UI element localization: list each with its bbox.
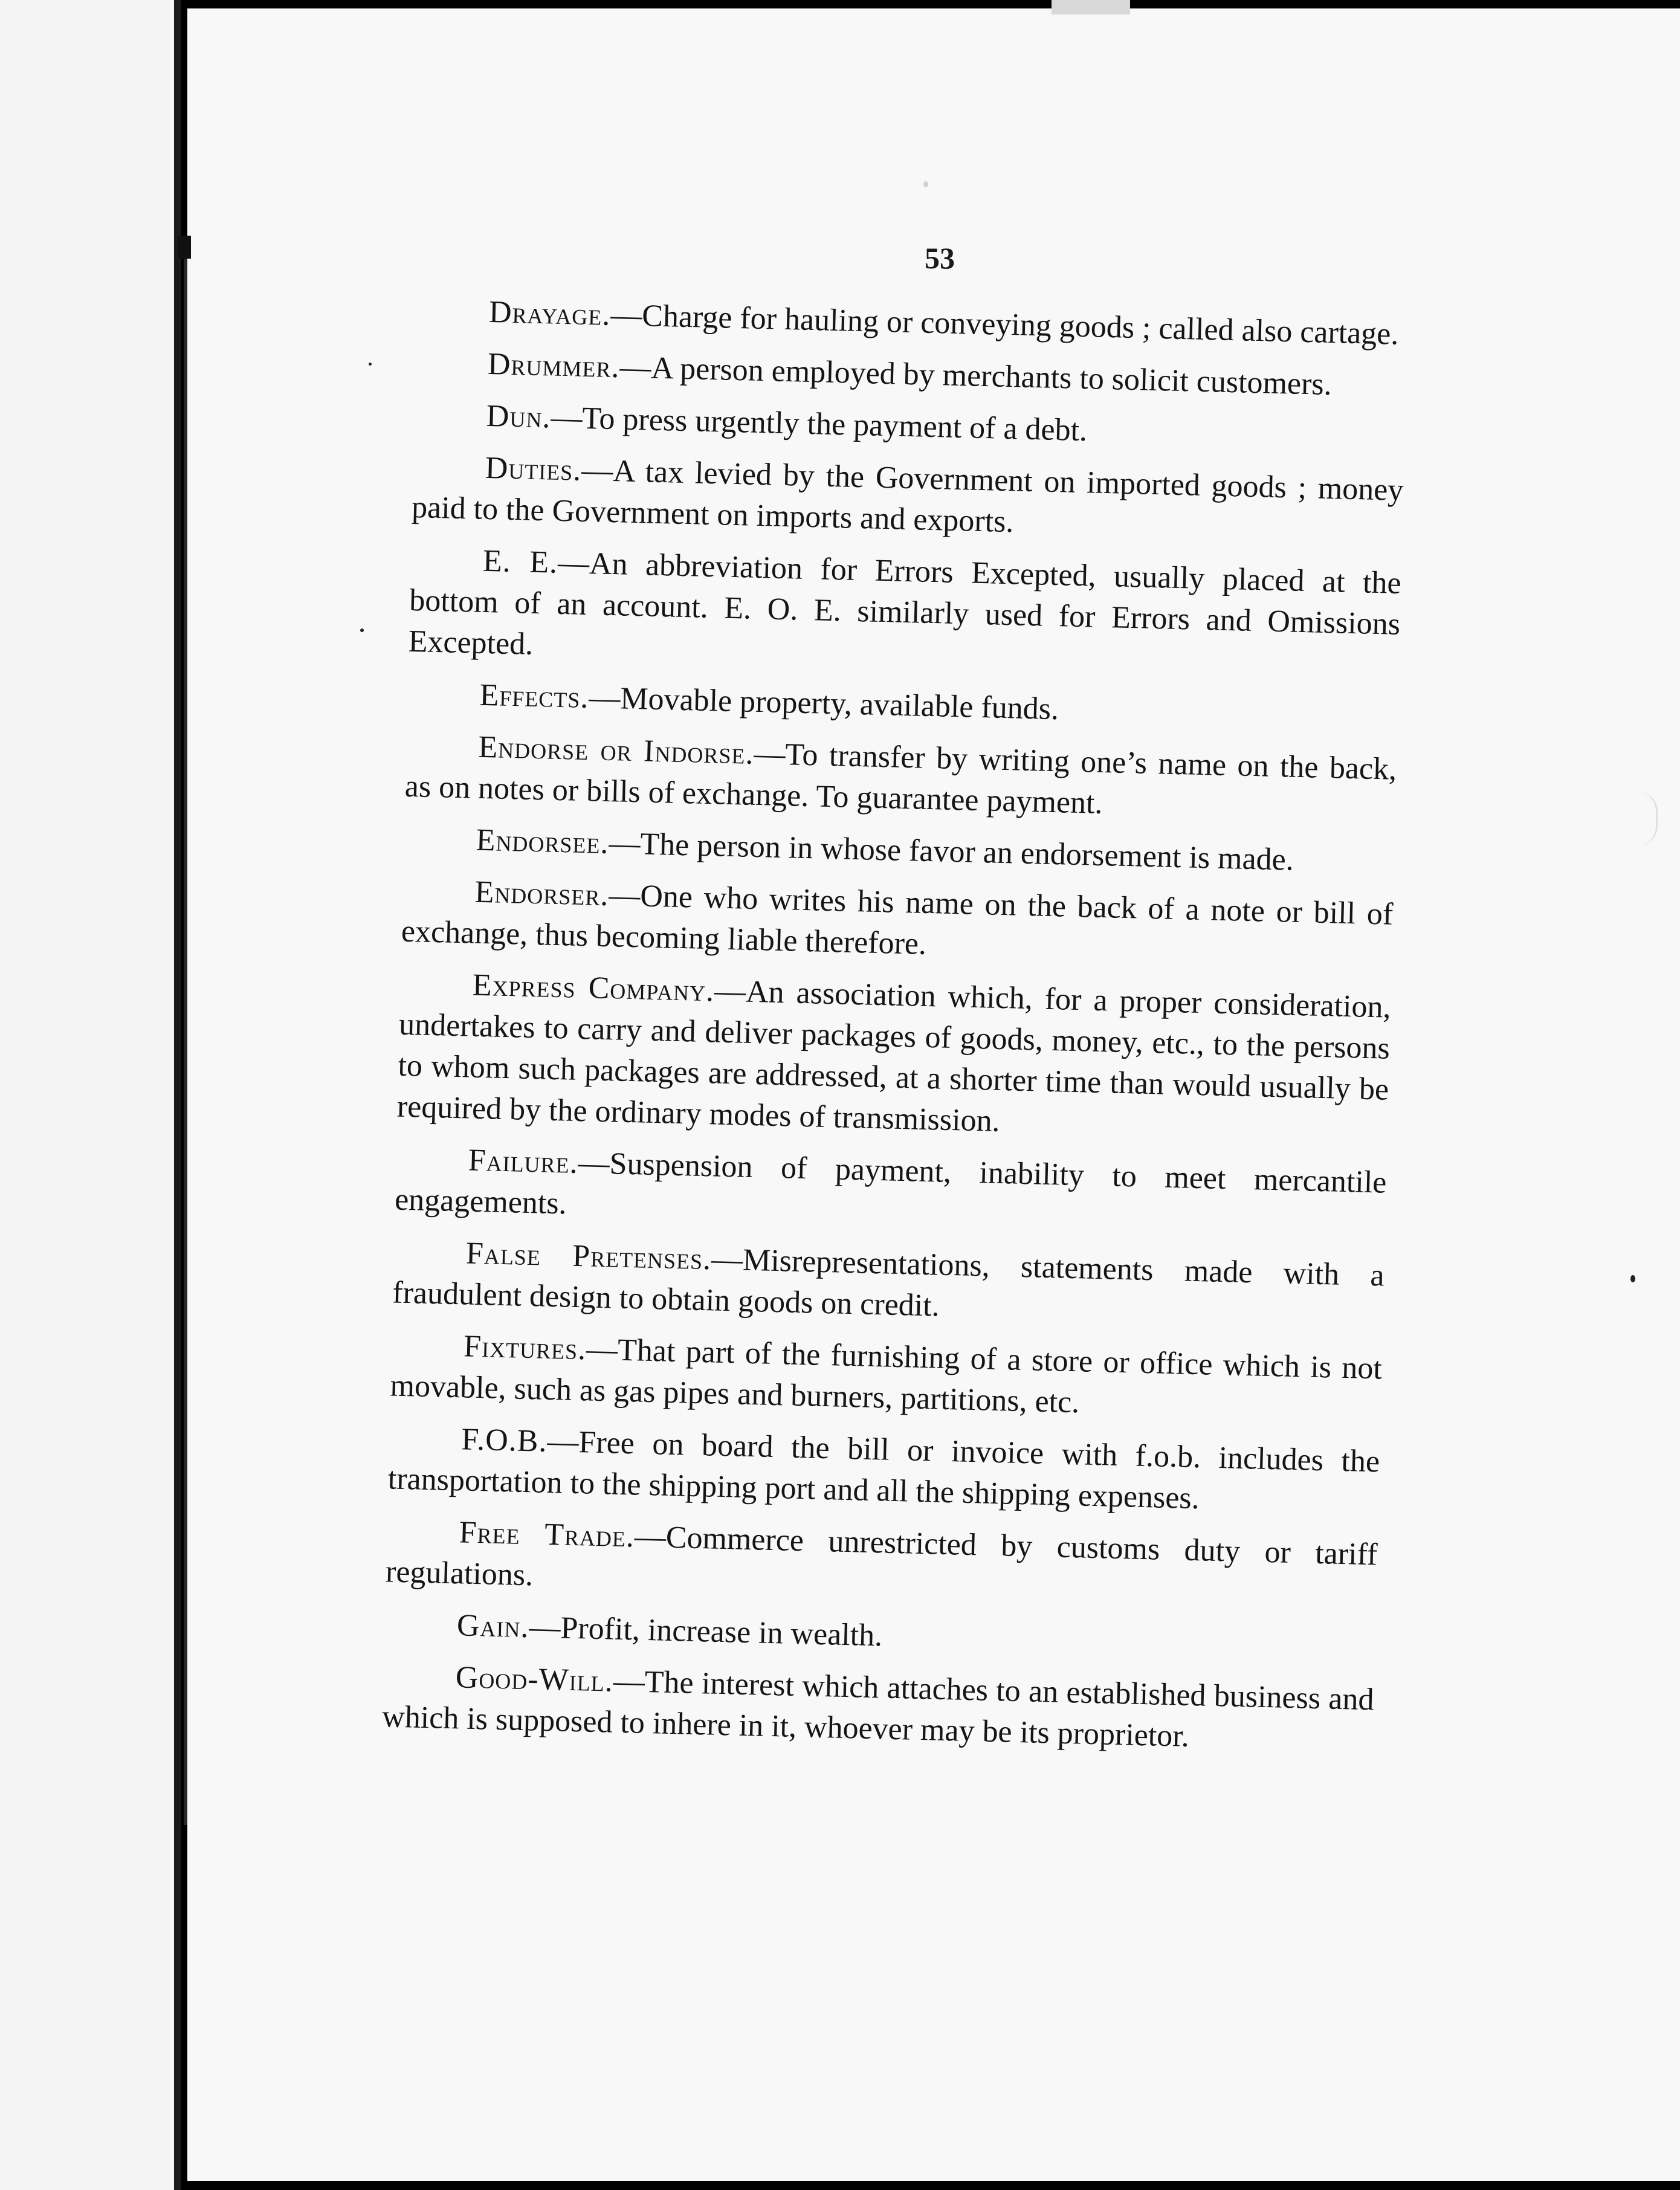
glossary-entry (408, 539, 1401, 686)
entry-definition: —Commerce unrestricted by customs duty or tariff regulations. (385, 1519, 1378, 1593)
glossary-entry (404, 725, 1397, 832)
entry-definition: —Movable property, available funds. (588, 680, 1059, 727)
entry-term: Good-Will. (455, 1660, 614, 1699)
entry-term: Drayage. (488, 294, 612, 332)
entry-definition: —The person in whose favor an endorsement is made. (608, 826, 1294, 877)
entry-term: Gain. (456, 1608, 530, 1645)
speck (923, 181, 928, 187)
entry-definition: —To press urgently the payment of a debt. (550, 400, 1088, 448)
entry-term: Duties. (485, 450, 583, 488)
entry-definition: —Misrepresentations, statements made with a fraudulent design to obtain goods on credit. (392, 1242, 1385, 1323)
entry-term: False Pretenses. (465, 1236, 712, 1277)
entry-term: Failure. (468, 1143, 579, 1180)
glossary-entry (385, 1510, 1378, 1617)
entry-term: Endorsee. (476, 822, 610, 861)
top-paper-strip (1052, 0, 1130, 15)
glossary-entry (401, 870, 1394, 977)
left-page-margin (0, 0, 175, 2190)
speck (1630, 1275, 1635, 1282)
glossary-text (381, 290, 1407, 1772)
spine-mark (178, 236, 191, 259)
entry-definition: —A tax levied by the Government on imported goods ; money paid to the Government on imports and exports. (411, 453, 1404, 540)
entry-definition: —Charge for hauling or conveying goods ; called also cartage. (610, 297, 1400, 352)
entry-term: Free Trade. (459, 1515, 635, 1554)
page-number: 53 (925, 241, 955, 275)
glossary-entry (396, 963, 1391, 1152)
entry-definition: —Profit, increase in wealth. (528, 1610, 883, 1653)
entry-definition: —A person employed by merchants to solicit customers. (619, 350, 1333, 402)
glossary-entry (394, 1139, 1387, 1245)
entry-term: E. E. (482, 543, 558, 580)
entry-term: Endorser. (474, 874, 610, 913)
entry-definition: —To transfer by writing one’s name on the back, as on notes or bills of exchange. To guarantee payment. (404, 736, 1397, 821)
entry-term: Fixtures. (463, 1329, 587, 1367)
entry-definition: —An abbreviation for Errors Excepted, usually placed at the bottom of an account. E. O. E. similarly used for Errors and Omissions Excepted. (408, 545, 1402, 662)
glossary-entry (411, 446, 1404, 552)
entry-definition: —That part of the furnishing of a store or office which is not movable, such as gas pipes and burners, partitions, etc. (389, 1332, 1383, 1420)
glossary-entry (381, 1655, 1374, 1762)
page-gutter (174, 0, 181, 2190)
entry-term: Effects. (479, 677, 590, 715)
entry-term: Drummer. (487, 346, 621, 385)
spine-line (184, 242, 187, 1825)
speck (369, 363, 372, 366)
entry-definition: —One who writes his name on the back of a note or bill of exchange, thus becoming liable therefore. (401, 878, 1394, 961)
entry-definition: —Suspension of payment, inability to meet mercantile engagements. (394, 1145, 1388, 1221)
glossary-entry (387, 1417, 1380, 1523)
speck (360, 628, 364, 632)
entry-term: Dun. (486, 398, 552, 435)
entry-term: Endorse or Indorse. (477, 729, 755, 771)
entry-definition: —An association which, for a proper consideration, undertakes to carry and deliver packages of goods, money, etc., to the persons to whom such packages are addressed, at a shorter time than would usually be required by the ordinary modes of transmission. (396, 974, 1392, 1139)
glossary-entry (392, 1232, 1385, 1338)
entry-term: Express Company. (472, 967, 715, 1009)
entry-definition: —The interest which attaches to an established business and which is supposed to inhere in it, whoever may be its proprietor. (381, 1664, 1375, 1754)
entry-term: F.O.B. (460, 1422, 548, 1459)
entry-definition: —Free on board the bill or invoice with f.o.b. includes the transportation to the shipping port and all the shipping expenses. (387, 1424, 1380, 1516)
glossary-entry (390, 1324, 1383, 1430)
